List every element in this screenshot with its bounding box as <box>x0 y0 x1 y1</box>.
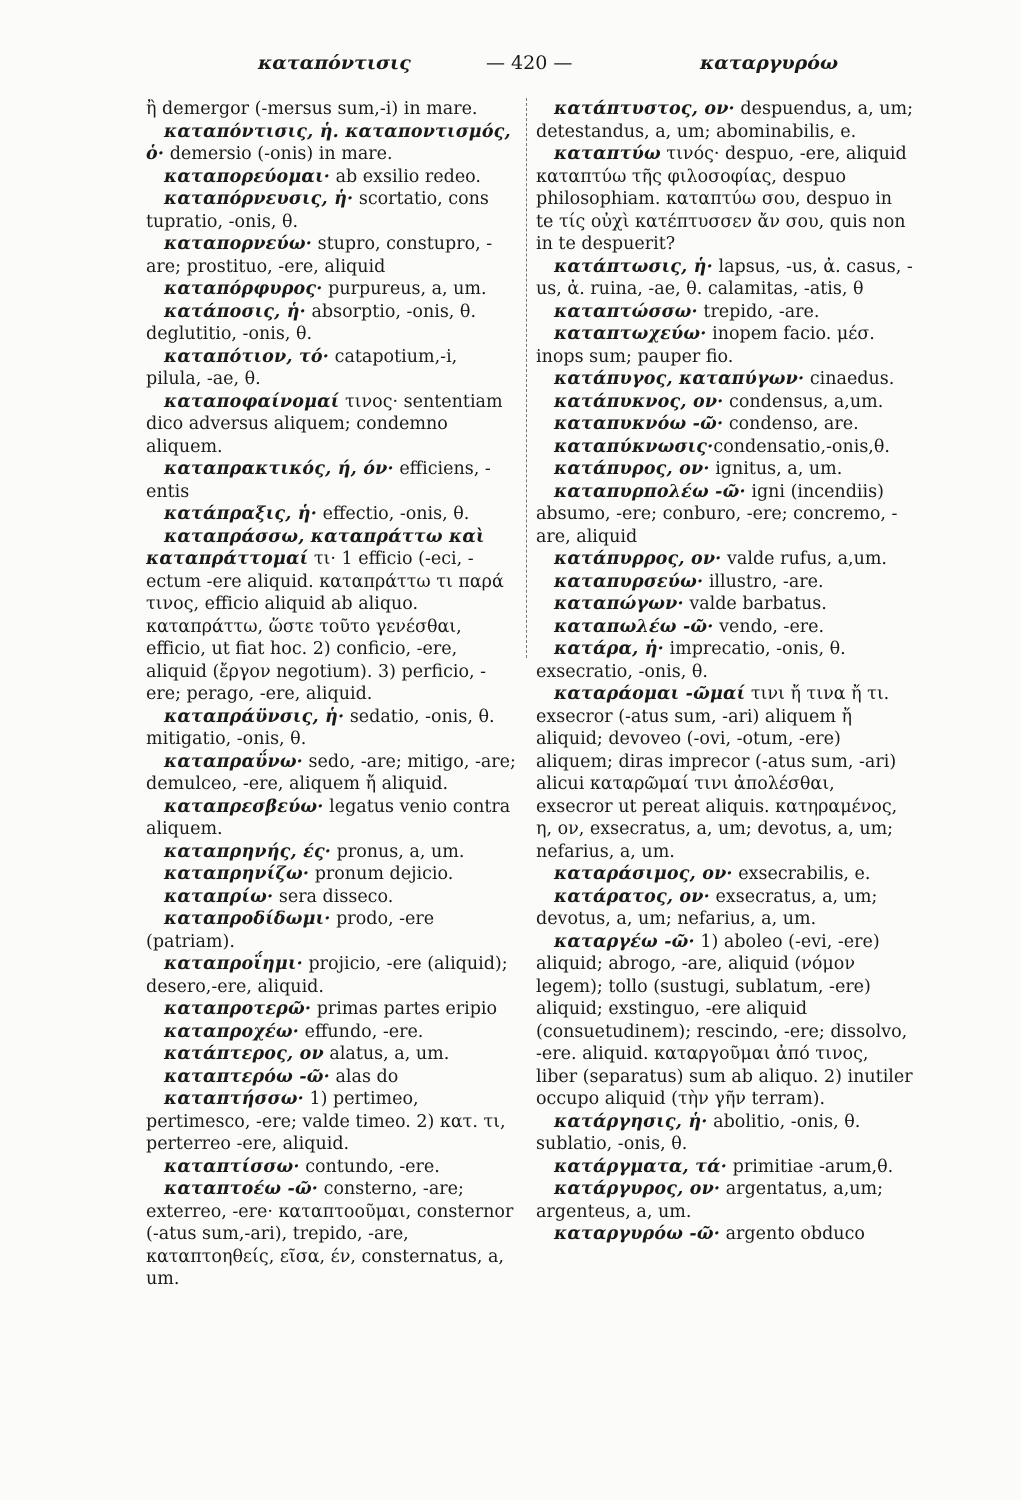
dictionary-entry <box>146 233 518 278</box>
entry-definition: exsecrabilis, e. <box>732 864 871 884</box>
dictionary-entry <box>146 301 518 346</box>
dictionary-entry <box>536 481 914 549</box>
entry-definition: lapsus, -us, ἀ. casus, -us, ἀ. ruina, -ae, θ. calamitas, -atis, θ <box>536 256 913 299</box>
entry-headword: καταπωλέω -ῶ· <box>554 616 714 637</box>
entry-headword: καταπράσσω, καταπράττω καὶ καταπράττομαί <box>146 526 485 569</box>
entry-headword: καταπτύω <box>554 144 661 164</box>
entry-headword: καταπυρπολέω -ῶ· <box>554 481 746 502</box>
dictionary-entry <box>146 796 518 841</box>
entry-headword: κατάργυρος, ον· <box>554 1179 721 1199</box>
entry-definition: τινός· despuo, -ere, aliquid καταπτύω τῆς φιλοσοφίας, despuo philosophiam. καταπτύω σου, despuo in te τίς οὐχὶ κατέπτυσσεν ἄν σου, quis non in te despuerit? <box>536 144 907 254</box>
entry-definition: 1) pertimeo, pertimesco, -ere; valde timeo. 2) κατ. τι, perterreo -ere, aliquid. <box>146 1089 506 1154</box>
entry-headword: κατάπτερος, ον <box>164 1044 324 1064</box>
dictionary-entry <box>146 188 518 233</box>
entry-headword: καταπρακτικός, ή, όν· <box>164 459 394 479</box>
entry-definition: τινι ἤ τινα ἤ τι. exsecror (-atus sum, -ari) aliquem ἤ aliquid; devoveo (-ovi, -otum, -ere) aliquem; diras imprecor (-atus sum, -ari) alicui καταρῶμαί τινι ἀπολέσθαι, exsecror ut pereat aliquis. κατηραμένος, η, ον, exsecratus, a, um; devotus, a, um; nefarius, a, um. <box>536 684 898 862</box>
entry-headword: καταπόρφυρος· <box>164 279 323 299</box>
entry-headword: καταπτήσσω· <box>164 1089 304 1109</box>
entry-headword: κατάπυρρος, ον· <box>554 549 722 569</box>
entry-headword: καταπότιον, τό· <box>164 346 330 367</box>
dictionary-entry <box>146 1021 518 1044</box>
entry-headword: καταπόρνευσις, ἡ· <box>164 189 354 209</box>
entry-headword: κατάπυγος, καταπύγων· <box>554 369 805 389</box>
entry-definition: alas do <box>329 1066 399 1087</box>
dictionary-entry <box>146 121 518 166</box>
entry-definition: contundo, -ere. <box>299 1156 440 1177</box>
dictionary-entry <box>536 368 914 391</box>
entry-definition: legatus venio contra aliquem. <box>146 796 511 839</box>
entry-headword: κατάργματα, τά· <box>554 1156 728 1177</box>
dictionary-entry <box>536 413 914 436</box>
entry-definition: valde barbatus. <box>683 594 827 614</box>
dictionary-entry <box>536 436 914 459</box>
entry-definition: argentatus, a,um; argenteus, a, um. <box>536 1179 884 1222</box>
dictionary-entry <box>536 301 914 324</box>
entry-headword: καταράσιμος, ον· <box>554 864 733 884</box>
entry-definition: condenso, are. <box>723 414 859 434</box>
dictionary-entry <box>536 931 914 1111</box>
entry-definition: scortatio, cons tupratio, -onis, θ. <box>146 189 489 232</box>
entry-definition: consterno, -are; exterreo, -ere· καταπτοοῦμαι, consternor (-atus sum,-ari), trepido, -are, καταπτοηθείς, εῖσα, έν, consternatus, a, um. <box>146 1179 514 1289</box>
entry-definition: sera disseco. <box>273 886 394 907</box>
entry-definition: igni (incendiis) absumo, -ere; conburo, -ere; concremo, -are, aliquid <box>536 481 898 547</box>
entry-headword: καταπτερόω -ῶ· <box>164 1066 330 1087</box>
entry-headword: κατάπτωσις, ἡ· <box>554 256 713 277</box>
entry-headword: κατάπυρος, ον· <box>554 459 710 479</box>
entry-headword: κατάρα, ἡ· <box>554 639 664 659</box>
dictionary-entry <box>536 143 914 256</box>
dictionary-entry <box>536 458 914 481</box>
entry-headword: καταποφαίνομαί <box>164 391 340 412</box>
entry-definition: trepido, -are. <box>697 301 820 322</box>
entry-headword: κατάπυκνος, ον· <box>554 391 724 412</box>
page-header <box>0 46 1021 86</box>
dictionary-entry <box>536 548 914 571</box>
entry-definition: primitiae -arum,θ. <box>727 1156 894 1177</box>
entry-definition: purpureus, a, um. <box>322 279 487 299</box>
entry-headword: καταράομαι -ῶμαί <box>554 684 746 704</box>
entry-definition: τι· 1 efficio (-eci, -ectum -ere aliquid. καταπράττω τι παρά τινος, efficio aliquid ab aliquo. καταπράττω, ὥστε τοῦτο γενέσθαι, efficio, ut fiat hoc. 2) conficio, -ere, aliquid (ἔργον negotium). 3) perficio, -ere; perago, -ere, aliquid. <box>146 549 504 704</box>
dictionary-entry <box>536 1223 914 1246</box>
dictionary-entry <box>536 616 914 639</box>
entry-headword: καταπώγων· <box>554 594 684 614</box>
entry-definition: alatus, a, um. <box>323 1044 450 1064</box>
entry-headword: κατάπτυστος, ον· <box>554 99 735 119</box>
entry-headword: καταργέω -ῶ· <box>554 931 695 952</box>
dictionary-entry <box>146 458 518 503</box>
dictionary-entry <box>536 391 914 414</box>
dictionary-entry <box>536 593 914 616</box>
entry-definition: ignitus, a, um. <box>709 459 843 479</box>
entry-definition: argento obduco <box>720 1224 865 1244</box>
entry-headword: κατάρατος, ον· <box>554 886 710 907</box>
dictionary-entry <box>536 886 914 931</box>
entry-definition: valde rufus, a,um. <box>721 549 887 569</box>
entry-headword: καταπτίσσω· <box>164 1156 300 1177</box>
dictionary-entry <box>536 683 914 863</box>
entry-definition: ἢ demergor (-mersus sum,-i) in mare. <box>146 99 478 119</box>
column-divider <box>526 98 527 658</box>
entry-headword: καταργυρόω -ῶ· <box>554 1224 721 1244</box>
entry-headword: καταπροτερῶ· <box>164 999 312 1019</box>
entry-definition: stupro, constupro, -are; prostituo, -ere, aliquid <box>146 234 493 277</box>
dictionary-entry <box>536 323 914 368</box>
entry-definition: pronum dejicio. <box>309 864 454 884</box>
dictionary-entry <box>536 571 914 594</box>
dictionary-entry <box>146 953 518 998</box>
entry-definition: catapotium,-i, pilula, -ae, θ. <box>146 346 458 389</box>
entry-definition: projicio, -ere (aliquid); desero,-ere, aliquid. <box>146 954 508 997</box>
entry-definition: τινος· sententiam dico adversus aliquem; condemno aliquem. <box>146 391 503 457</box>
entry-definition: condensatio,-onis,θ. <box>713 436 890 457</box>
dictionary-entry <box>146 391 518 459</box>
entry-definition: effectio, -onis, θ. <box>317 504 470 524</box>
dictionary-entry <box>146 863 518 886</box>
entry-headword: κατάποσις, ἡ· <box>164 301 306 322</box>
dictionary-entry <box>536 1156 914 1179</box>
dictionary-entry <box>536 256 914 301</box>
entry-definition: despuendus, a, um; detestandus, a, um; abominabilis, e. <box>536 99 913 142</box>
entry-headword: κατάργησις, ἡ· <box>554 1111 708 1132</box>
entry-headword: καταπτώσσω· <box>554 301 698 322</box>
entry-definition: demersio (-onis) in mare. <box>164 144 393 164</box>
left-column <box>146 98 518 1478</box>
entry-definition: sedo, -are; mitigo, -are; demulceo, -ere, aliquem ἤ aliquid. <box>146 751 516 794</box>
entry-definition: prodo, -ere (patriam). <box>146 909 435 952</box>
dictionary-entry <box>536 1111 914 1156</box>
entry-headword: καταπρεσβεύω· <box>164 796 324 817</box>
dictionary-entry <box>536 98 914 143</box>
entry-definition: condensus, a,um. <box>723 391 884 412</box>
entry-headword: καταπόντισις, ἡ. καταποντισμός, ὁ· <box>146 121 511 164</box>
entry-definition: imprecatio, -onis, θ. exsecratio, -onis, θ. <box>536 639 846 682</box>
dictionary-entry <box>536 1178 914 1223</box>
entry-headword: καταπράϋνσις, ἡ· <box>164 706 345 727</box>
entry-definition: sedatio, -onis, θ. mitigatio, -onis, θ. <box>146 706 495 749</box>
entry-headword: καταπυρσεύω· <box>554 571 704 592</box>
right-running-headword: καταργυρόω <box>700 52 839 74</box>
dictionary-entry <box>146 908 518 953</box>
dictionary-entry <box>146 526 518 706</box>
dictionary-entry <box>146 1156 518 1179</box>
dictionary-entry <box>146 1178 518 1291</box>
dictionary-entry <box>146 1043 518 1066</box>
entry-definition: pronus, a, um. <box>331 841 465 862</box>
right-column <box>536 98 914 1478</box>
dictionary-entry <box>146 751 518 796</box>
entry-headword: καταπρίω· <box>164 886 274 907</box>
dictionary-entry <box>146 166 518 189</box>
entry-headword: καταπορεύομαι· <box>164 166 331 187</box>
dictionary-entry <box>146 98 518 121</box>
dictionary-entry <box>146 1066 518 1089</box>
left-running-headword: καταπόντισις <box>258 52 411 74</box>
dictionary-entry <box>536 863 914 886</box>
dictionary-entry <box>146 886 518 909</box>
dictionary-entry <box>146 998 518 1021</box>
entry-definition: 1) aboleo (-evi, -ere) aliquid; abrogo, -are, aliquid (νόμον legem); tollo (sustugi, sublatum, -ere) aliquid; exstinguo, -ere aliquid (consuetudinem); rescindo, -ere; dissolvo, -ere. aliquid. καταργοῦμαι ἀπό τινος, liber (separatus) sum ab aliquo. 2) inutiler occupo aliquid (τὴν γῆν terram). <box>536 931 913 1109</box>
dictionary-entry <box>146 346 518 391</box>
entry-headword: καταπροΐημι· <box>164 954 303 974</box>
entry-definition: inopem facio. μέσ. inops sum; pauper fio. <box>536 324 875 367</box>
entry-definition: absorptio, -onis, θ. deglutitio, -onis, θ. <box>146 301 477 344</box>
dictionary-entry <box>536 638 914 683</box>
entry-headword: καταπύκνωσις· <box>554 436 714 457</box>
entry-definition: efficiens, -entis <box>146 459 491 502</box>
entry-definition: vendo, -ere. <box>713 616 825 637</box>
entry-headword: καταπρηνίζω· <box>164 864 310 884</box>
dictionary-entry <box>146 706 518 751</box>
entry-definition: primas partes eripio <box>311 999 498 1019</box>
page-number: — 420 — <box>486 52 573 74</box>
entry-headword: καταπορνεύω· <box>164 234 313 254</box>
entry-definition: ab exsilio redeo. <box>330 166 481 187</box>
dictionary-entry <box>146 841 518 864</box>
entry-definition: effundo, -ere. <box>299 1021 424 1042</box>
entry-headword: κατάπραξις, ἡ· <box>164 504 318 524</box>
dictionary-entry <box>146 1088 518 1156</box>
entry-headword: καταπροχέω· <box>164 1021 300 1042</box>
dictionary-entry <box>146 503 518 526</box>
entry-definition: exsecratus, a, um; devotus, a, um; nefarius, a, um. <box>536 886 878 929</box>
entry-definition: abolitio, -onis, θ. sublatio, -onis, θ. <box>536 1111 861 1154</box>
entry-headword: καταπρηνής, ές· <box>164 841 332 862</box>
entry-headword: καταπραΰνω· <box>164 751 303 772</box>
entry-headword: καταπτωχεύω· <box>554 324 707 344</box>
entry-headword: καταπυκνόω -ῶ· <box>554 414 724 434</box>
entry-definition: cinaedus. <box>804 369 895 389</box>
entry-headword: καταπροδίδωμι· <box>164 909 331 929</box>
dictionary-entry <box>146 278 518 301</box>
entry-definition: illustro, -are. <box>703 571 824 592</box>
entry-headword: καταπτοέω -ῶ· <box>164 1179 319 1199</box>
